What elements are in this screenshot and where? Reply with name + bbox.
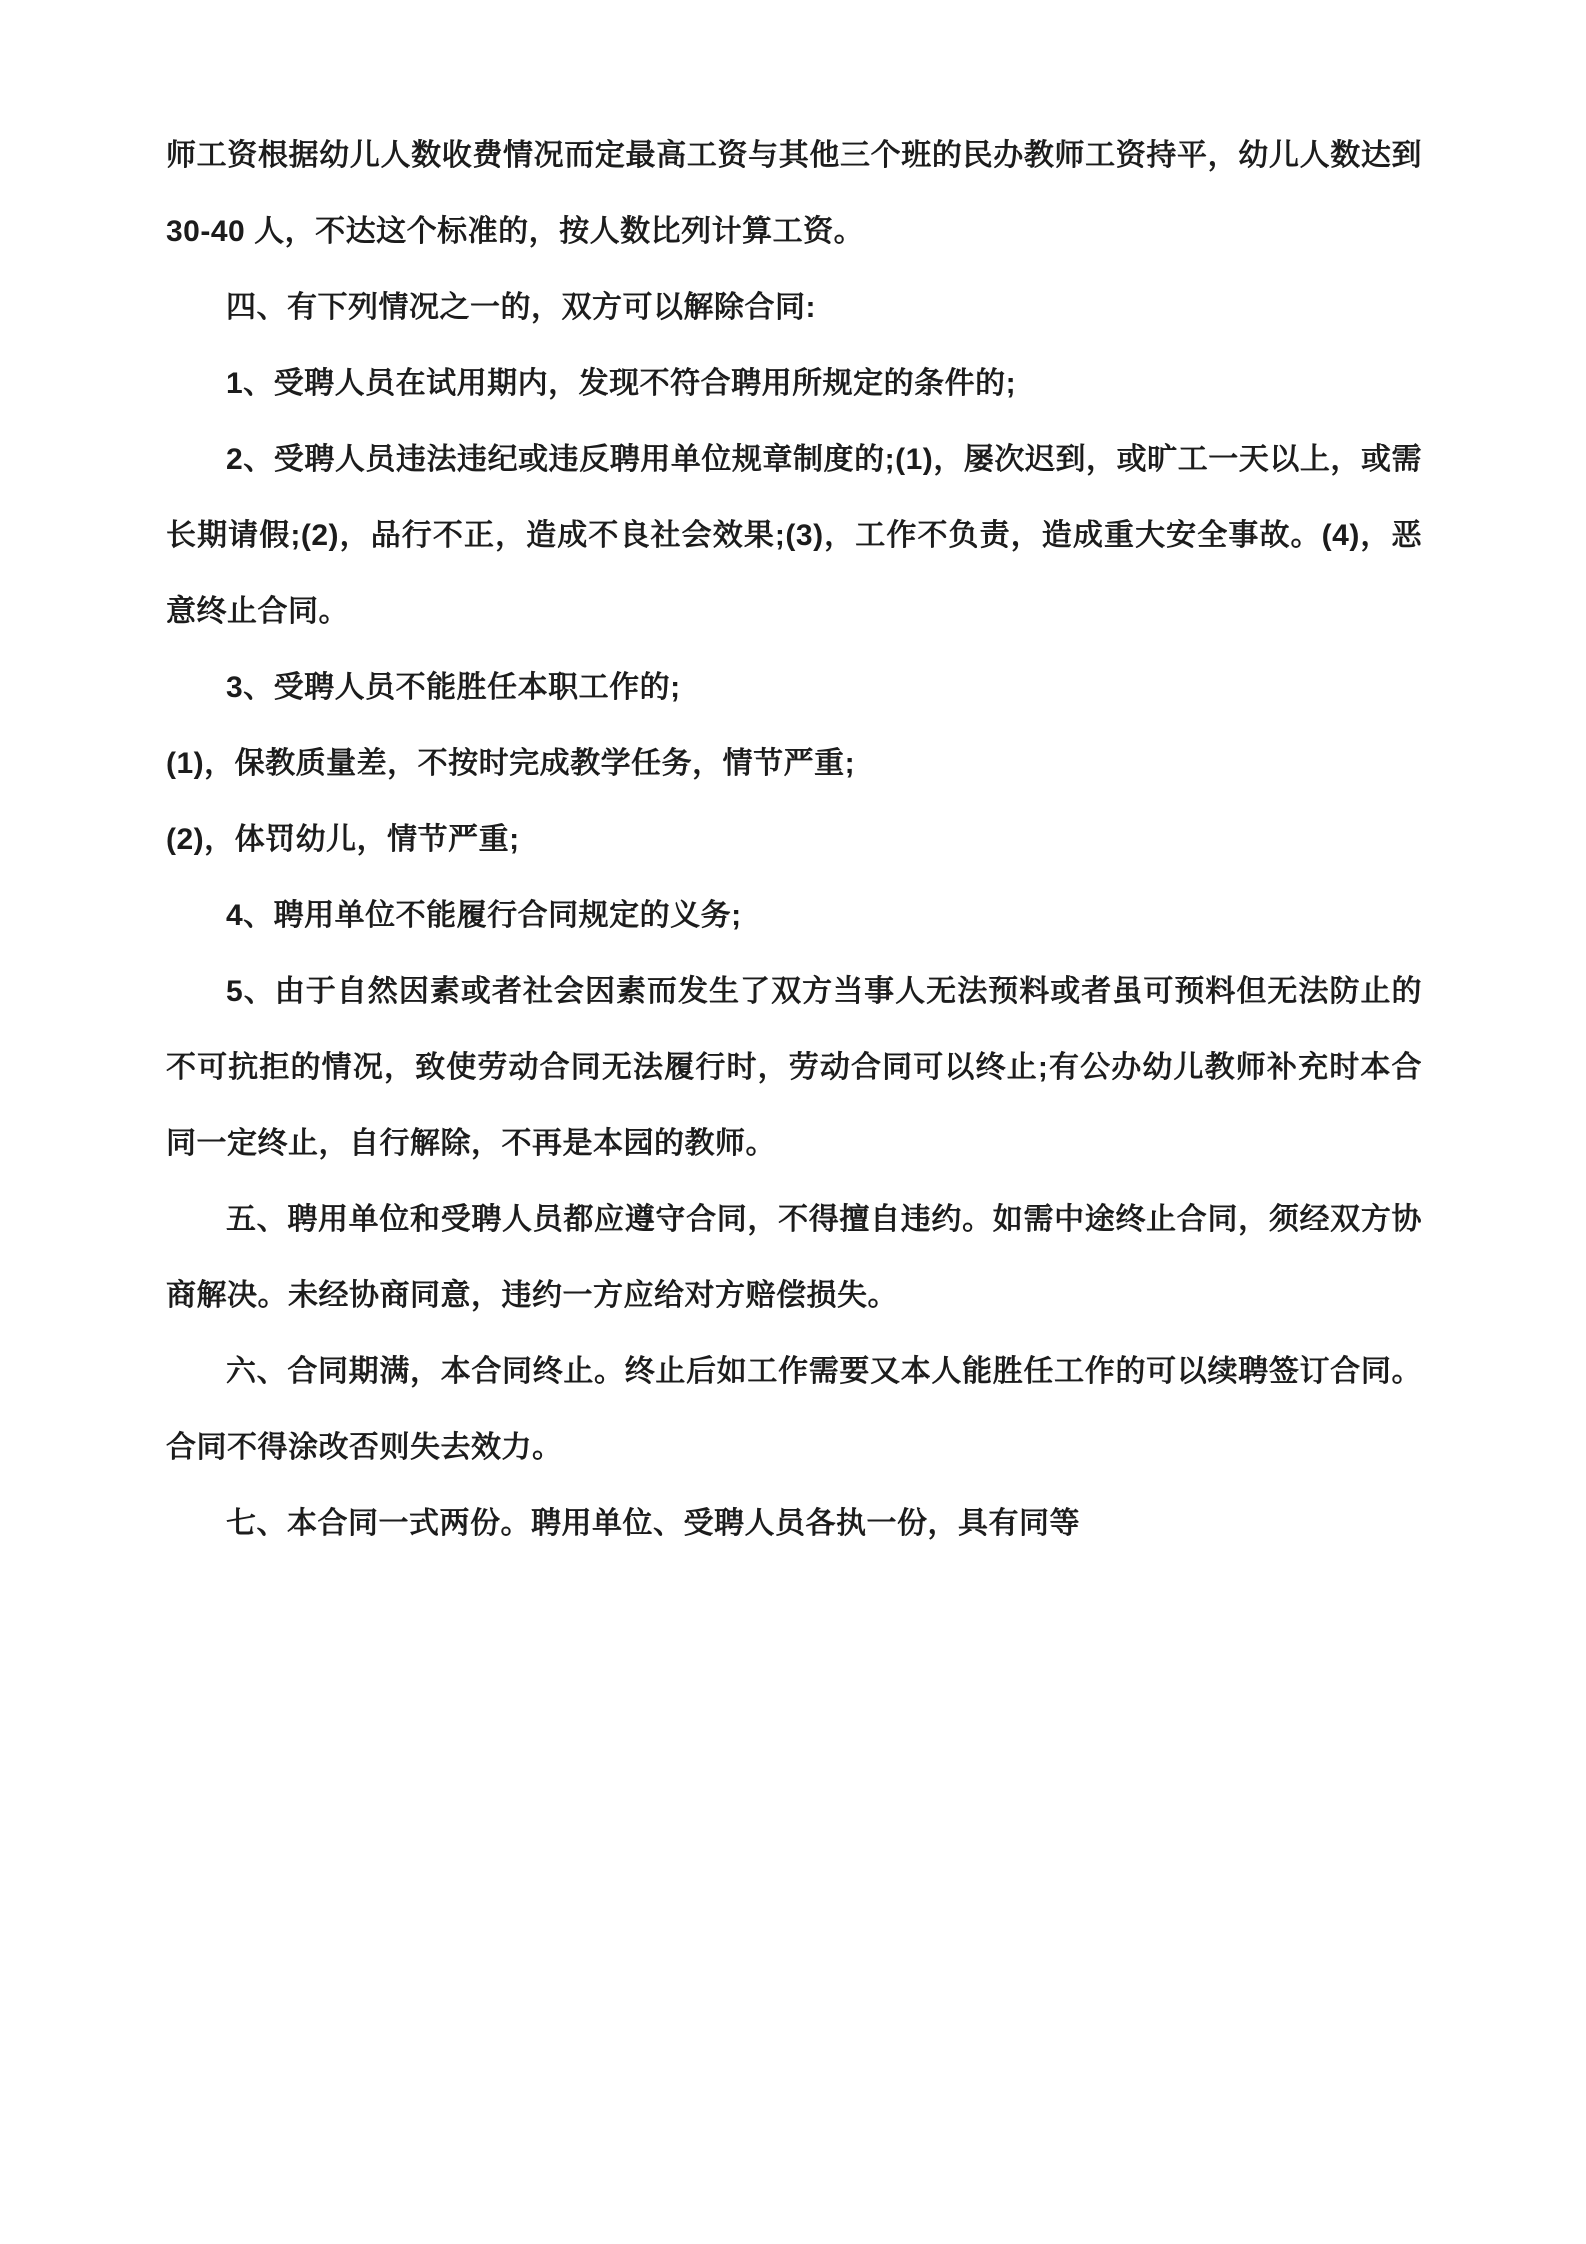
paragraph: 六、合同期满，本合同终止。终止后如工作需要又本人能胜任工作的可以续聘签订合同。合同不得涂改否则失去效力。	[166, 1355, 1422, 1464]
paragraph: 4、聘用单位不能履行合同规定的义务;	[226, 899, 742, 932]
paragraph: 师工资根据幼儿人数收费情况而定最高工资与其他三个班的民办教师工资持平，幼儿人数达到 30-40 人，不达这个标准的，按人数比列计算工资。	[166, 139, 1422, 248]
paragraph: (2)，体罚幼儿，情节严重;	[166, 823, 520, 856]
paragraph: 3、受聘人员不能胜任本职工作的;	[226, 671, 681, 704]
paragraph: 1、受聘人员在试用期内，发现不符合聘用所规定的条件的;	[226, 367, 1017, 400]
paragraph: 七、本合同一式两份。聘用单位、受聘人员各执一份，具有同等	[226, 1507, 1080, 1540]
paragraph: 2、受聘人员违法违纪或违反聘用单位规章制度的;(1)，屡次迟到，或旷工一天以上，或需长期请假;(2)，品行不正，造成不良社会效果;(3)，工作不负责，造成重大安全事故。(4)，恶意终止合同。	[166, 443, 1422, 628]
paragraph: 四、有下列情况之一的，双方可以解除合同:	[226, 291, 816, 324]
paragraph: 5、由于自然因素或者社会因素而发生了双方当事人无法预料或者虽可预料但无法防止的不可抗拒的情况，致使劳动合同无法履行时，劳动合同可以终止;有公办幼儿教师补充时本合同一定终止，自行解除，不再是本园的教师。	[166, 975, 1422, 1160]
paragraph: (1)，保教质量差，不按时完成教学任务，情节严重;	[166, 747, 856, 780]
paragraph: 五、聘用单位和受聘人员都应遵守合同，不得擅自违约。如需中途终止合同，须经双方协商解决。未经协商同意，违约一方应给对方赔偿损失。	[166, 1203, 1422, 1312]
